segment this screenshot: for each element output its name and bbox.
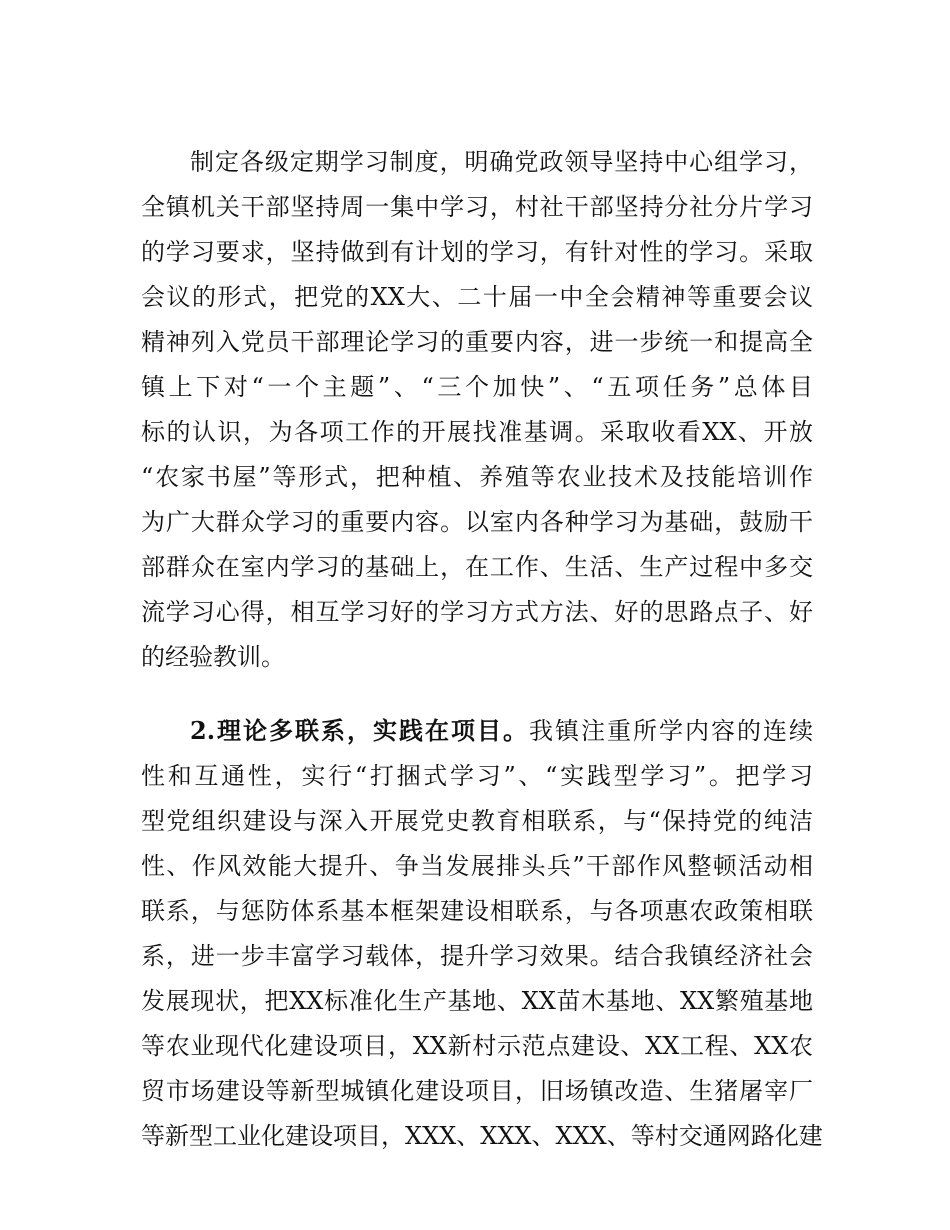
paragraph-1-line-9: 为广大群众学习的重要内容。以室内各种学习为基础，鼓励干 [141, 508, 813, 536]
paragraph-2-line-1 [190, 716, 813, 746]
paragraph-1-line-12: 的经验教训。 [141, 643, 285, 671]
paragraph-2-line-9: 贸市场建设等新型城镇化建设项目，旧场镇改造、生猪屠宰厂 [141, 1077, 813, 1105]
paragraph-2-line-5: 联系，与惩防体系基本框架建设相联系，与各项惠农政策相联 [141, 897, 813, 925]
paragraph-2-line-8: 等农业现代化建设项目，XX新村示范点建设、XX工程、XX农 [141, 1032, 813, 1060]
paragraph-2-line-1-text: 我镇注重所学内容的连续 [529, 717, 814, 745]
paragraph-1-line-5: 精神列入党员干部理论学习的重要内容，进一步统一和提高全 [141, 328, 813, 356]
paragraph-1-line-11: 流学习心得，相互学习好的学习方式方法、好的思路点子、好 [141, 598, 813, 626]
paragraph-1-line-2: 全镇机关干部坚持周一集中学习，村社干部坚持分社分片学习 [141, 193, 813, 221]
paragraph-2-line-3: 型党组织建设与深入开展党史教育相联系，与“保持党的纯洁 [141, 807, 813, 835]
paragraph-1-line-6: 镇上下对“一个主题”、“三个加快”、“五项任务”总体目 [141, 373, 813, 401]
paragraph-2-line-7: 发展现状，把XX标准化生产基地、XX苗木基地、XX繁殖基地 [141, 987, 813, 1015]
paragraph-2-line-10: 等新型工业化建设项目，XXX、XXX、XXX、等村交通网路化建 [141, 1122, 823, 1150]
paragraph-1-line-4: 会议的形式，把党的XX大、二十届一中全会精神等重要会议 [141, 283, 813, 311]
paragraph-1-line-3: 的学习要求，坚持做到有计划的学习，有针对性的学习。采取 [141, 238, 813, 266]
paragraph-1-line-10: 部群众在室内学习的基础上，在工作、生活、生产过程中多交 [141, 553, 813, 581]
paragraph-1-line-8: “农家书屋”等形式，把种植、养殖等农业技术及技能培训作 [141, 463, 813, 491]
paragraph-2-line-2: 性和互通性，实行“打捆式学习”、“实践型学习”。把学习 [141, 762, 813, 790]
paragraph-2-line-4: 性、作风效能大提升、争当发展排头兵”干部作风整顿活动相 [141, 852, 813, 880]
paragraph-1-line-1: 制定各级定期学习制度，明确党政领导坚持中心组学习， [190, 148, 813, 176]
paragraph-1-line-7: 标的认识，为各项工作的开展找准基调。采取收看XX、开放 [141, 418, 813, 446]
section-heading: 2.理论多联系，实践在项目。 [190, 716, 530, 745]
paragraph-2-line-6: 系，进一步丰富学习载体，提升学习效果。结合我镇经济社会 [141, 942, 813, 970]
